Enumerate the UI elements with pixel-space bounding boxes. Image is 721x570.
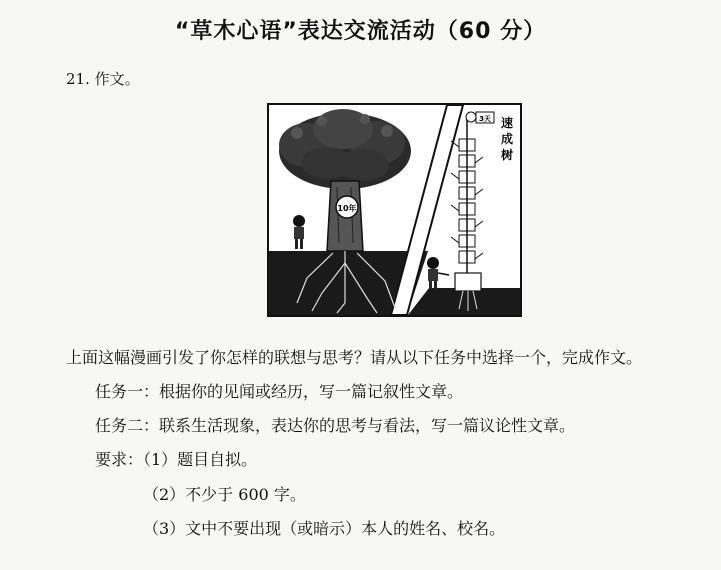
requirement-2: （2）不少于 600 字。 xyxy=(143,485,306,504)
prompt-intro: 上面这幅漫画引发了你怎样的联想与思考？请从以下任务中选择一个，完成作文。 xyxy=(66,348,643,367)
sign-label: 3天 xyxy=(479,115,491,123)
vertical-title-char-2: 成 xyxy=(500,132,514,146)
vertical-title-char-3: 树 xyxy=(500,148,514,162)
requirement-1: 要求：（1）题目自拟。 xyxy=(95,450,258,469)
requirement-3: （3）文中不要出现（或暗示）本人的姓名、校名。 xyxy=(143,519,506,538)
planter-box-icon xyxy=(455,273,481,291)
tree-age-label: 10年 xyxy=(337,204,357,213)
task-two: 任务二：联系生活现象，表达你的思考与看法，写一篇议论性文章。 xyxy=(95,416,576,435)
question-number: 21. 作文。 xyxy=(66,70,140,88)
comic-illustration xyxy=(267,103,522,317)
page-title: “草木心语”表达交流活动（60 分） xyxy=(174,19,547,44)
task-one: 任务一：根据你的见闻或经历，写一篇记叙性文章。 xyxy=(95,382,464,401)
sign-icon xyxy=(466,112,494,123)
vertical-title-char-1: 速 xyxy=(500,116,514,130)
